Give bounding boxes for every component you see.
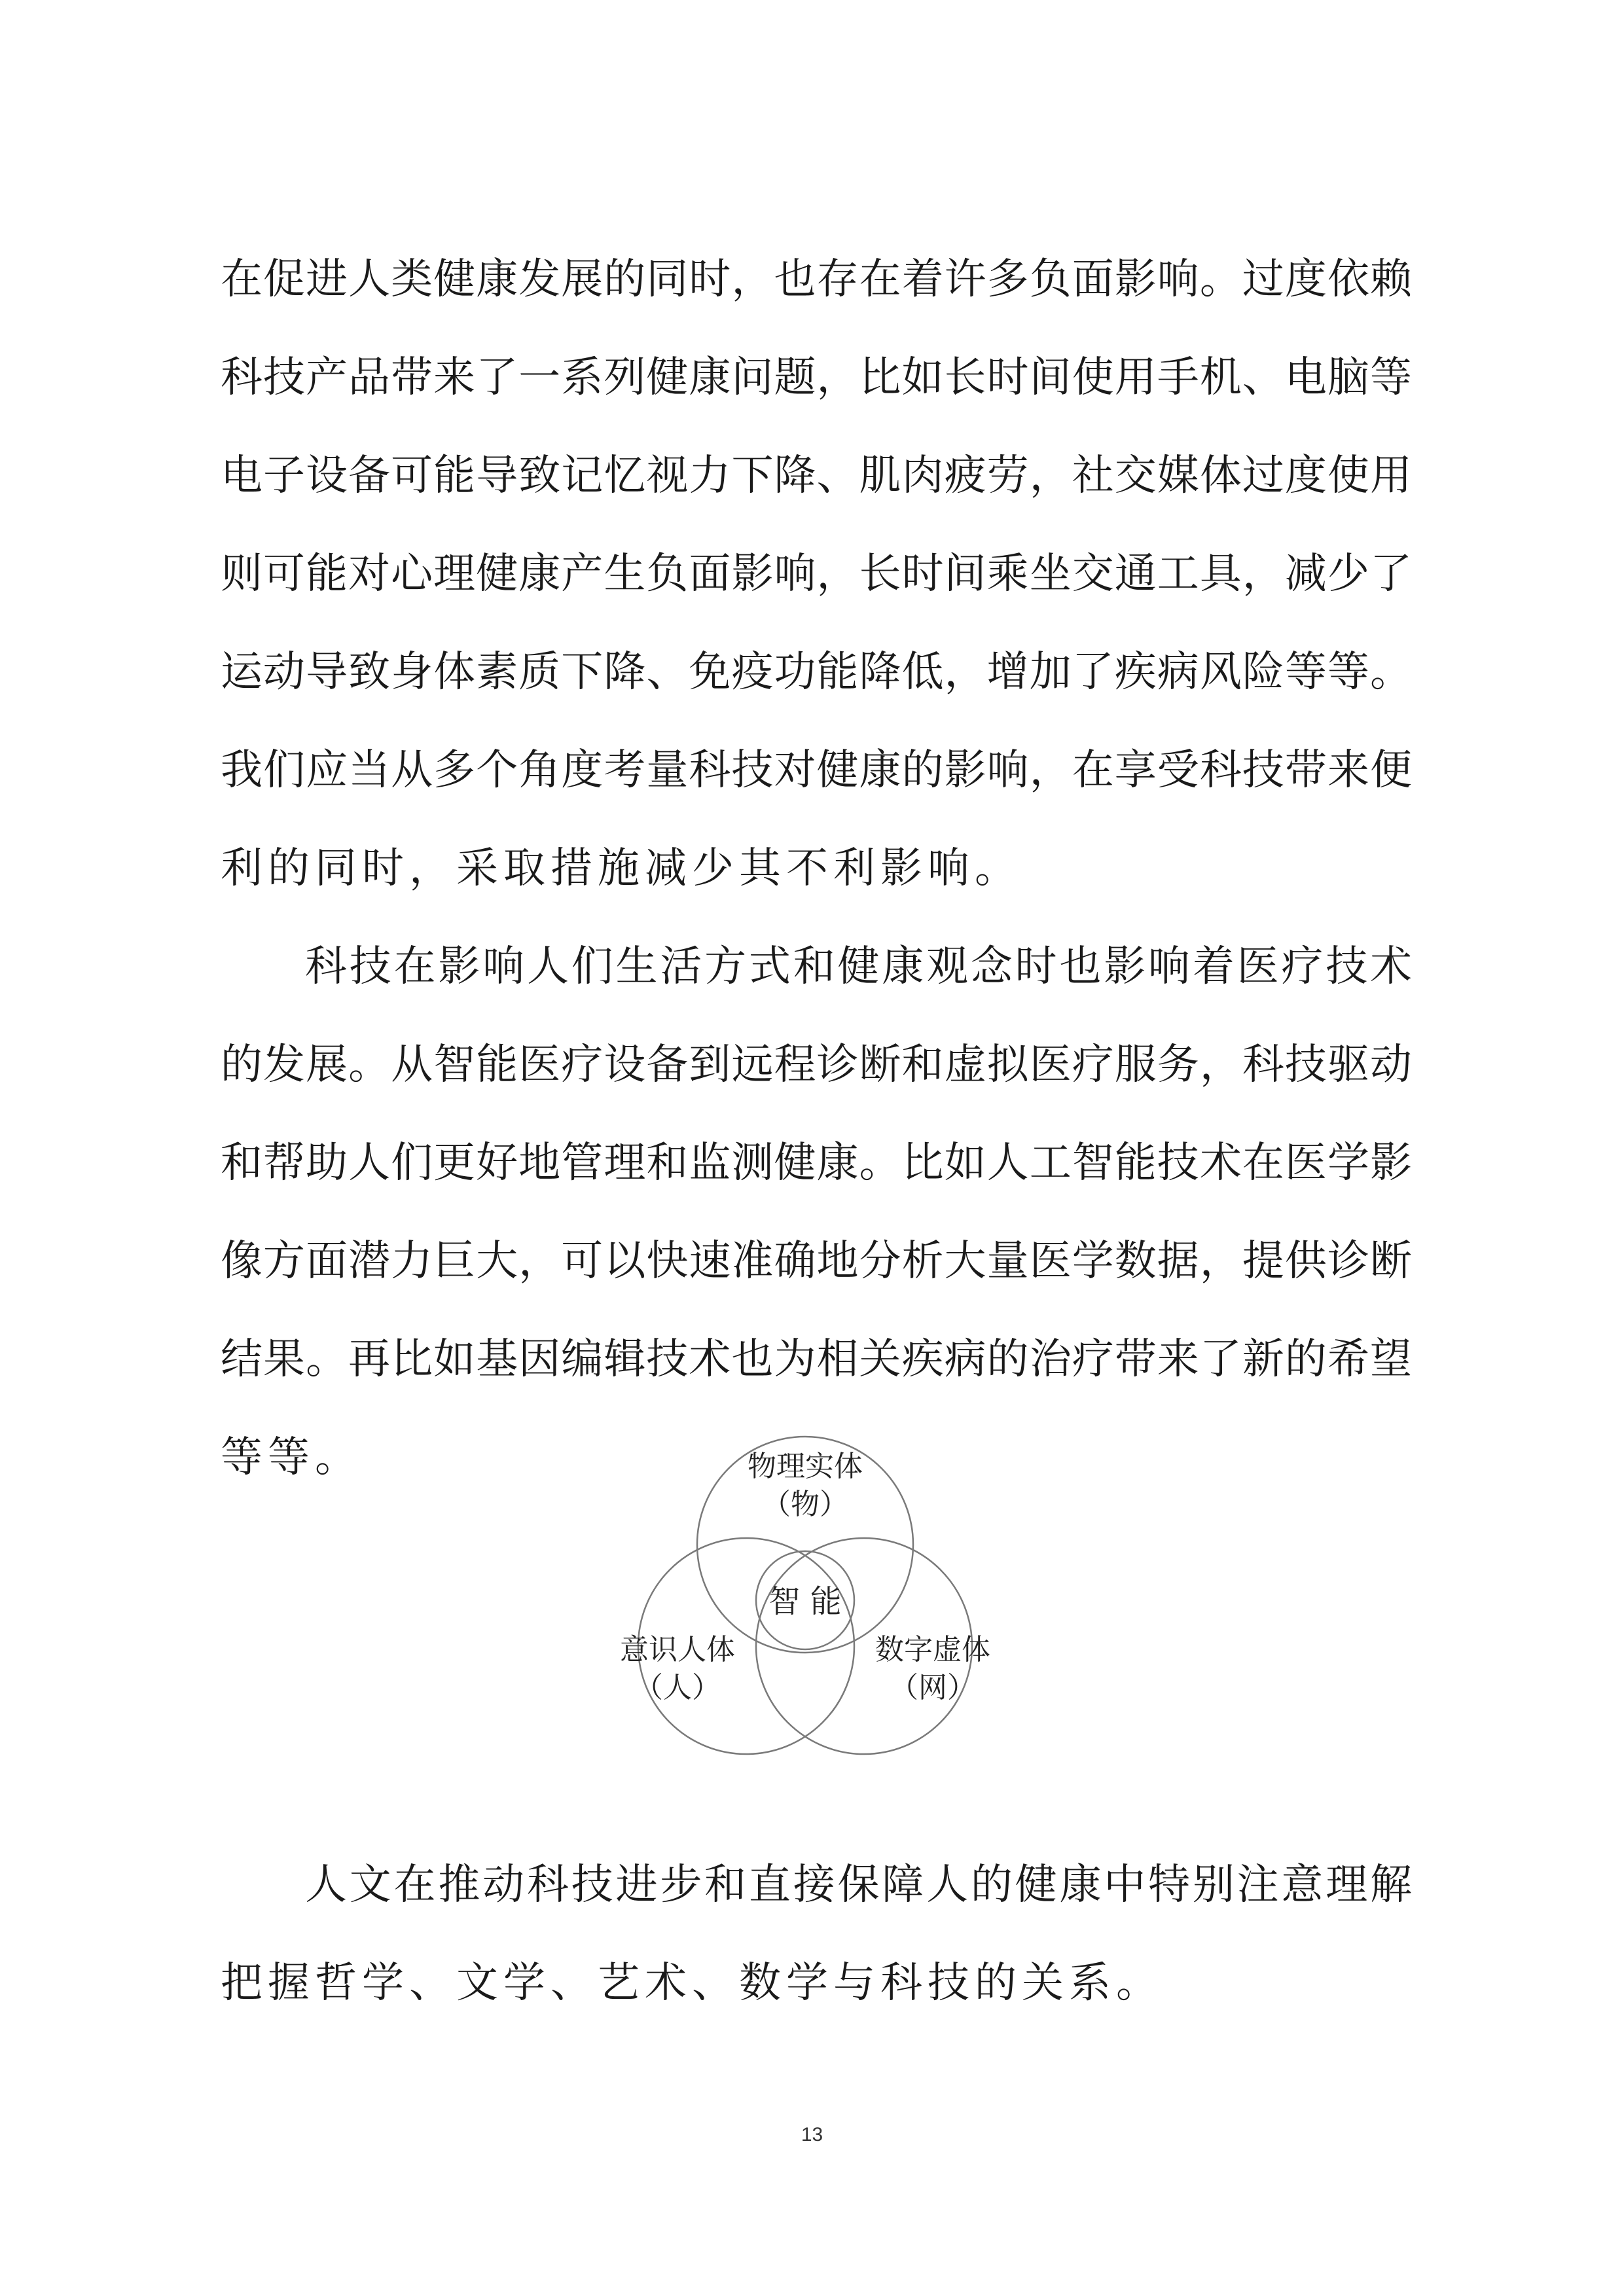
paragraph-2-line-4: 像方面潜力巨大，可以快速准确地分析大量医学数据，提供诊断 — [221, 1237, 1412, 1285]
paragraph-1-line-2: 科技产品带来了一系列健康问题，比如长时间使用手机、电脑等 — [221, 353, 1412, 402]
paragraph-1-line-7: 利的同时，采取措施减少其不利影响。 — [221, 844, 1022, 893]
paragraph-1-line-4: 则可能对心理健康产生负面影响，长时间乘坐交通工具，减少了 — [221, 550, 1412, 598]
paragraph-1-line-3: 电子设备可能导致记忆视力下降、肌肉疲劳，社交媒体过度使用 — [221, 452, 1412, 500]
paragraph-1-line-5: 运动导致身体素质下降、免疫功能降低，增加了疾病风险等等。 — [221, 648, 1412, 696]
right-circle-sublabel: （网） — [890, 1671, 976, 1704]
venn-diagram-svg — [615, 1437, 995, 1803]
paragraph-2-line-6: 等等。 — [221, 1433, 362, 1482]
paragraph-2-line-5: 结果。再比如基因编辑技术也为相关疾病的治疗带来了新的希望 — [221, 1335, 1412, 1384]
right-circle-label: 数字虚体 — [875, 1633, 990, 1666]
venn-diagram — [615, 1437, 995, 1803]
paragraph-1-line-1: 在促进人类健康发展的同时，也存在着许多负面影响。过度依赖 — [221, 255, 1412, 304]
paragraph-3-line-2: 把握哲学、文学、艺术、数学与科技的关系。 — [221, 1959, 1163, 2007]
paragraph-2-line-2: 的发展。从智能医疗设备到远程诊断和虚拟医疗服务，科技驱动 — [221, 1041, 1412, 1089]
top-circle-sublabel: （物） — [762, 1488, 848, 1521]
left-circle-sublabel: （人） — [634, 1671, 721, 1704]
page-number: 13 — [801, 2124, 823, 2145]
top-circle-label: 物理实体 — [748, 1450, 863, 1483]
center-label: 智 能 — [768, 1583, 842, 1620]
paragraph-2-line-3: 和帮助人们更好地管理和监测健康。比如人工智能技术在医学影 — [221, 1139, 1412, 1187]
paragraph-3-line-1: 人文在推动科技进步和直接保障人的健康中特别注意理解 — [305, 1861, 1412, 1909]
paragraph-2-line-1: 科技在影响人们生活方式和健康观念时也影响着医疗技术 — [305, 942, 1412, 991]
paragraph-1-line-6: 我们应当从多个角度考量科技对健康的影响，在享受科技带来便 — [221, 746, 1412, 795]
left-circle-label: 意识人体 — [620, 1633, 735, 1666]
